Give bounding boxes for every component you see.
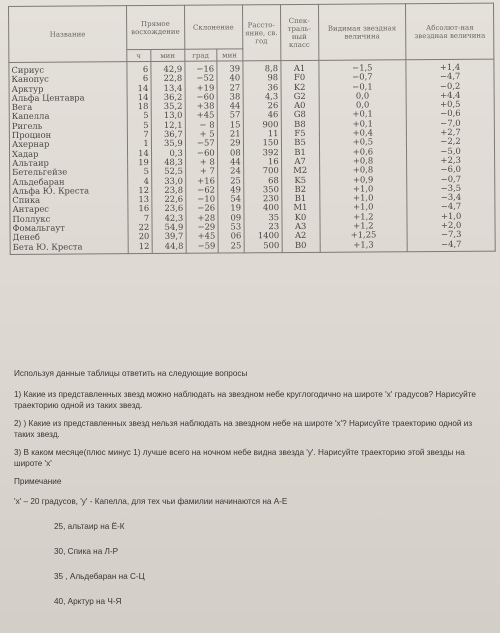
cell-absolute-magnitude: +1,0 bbox=[407, 211, 495, 221]
cell-distance: 400 bbox=[244, 204, 282, 214]
cell-visual-magnitude: 0,0 bbox=[319, 100, 407, 110]
cell-star-name: Арктур bbox=[9, 84, 127, 94]
cell-dec-minutes: 06 bbox=[218, 232, 244, 241]
cell-ra-hours: 7 bbox=[128, 214, 152, 223]
cell-dec-degrees: +45 bbox=[185, 111, 217, 121]
cell-dec-minutes: 29 bbox=[217, 139, 243, 148]
cell-absolute-magnitude: −4,7 bbox=[407, 202, 495, 212]
cell-dec-minutes: 27 bbox=[217, 83, 243, 92]
cell-ra-hours: 16 bbox=[128, 204, 152, 213]
cell-dec-degrees: −60 bbox=[185, 148, 217, 158]
cell-visual-magnitude: 0,0 bbox=[319, 91, 407, 101]
cell-ra-hours: 20 bbox=[128, 232, 152, 241]
cell-distance: 230 bbox=[243, 194, 281, 204]
cell-ra-minutes: 22,8 bbox=[151, 74, 185, 84]
cell-absolute-magnitude: +0,5 bbox=[406, 100, 494, 110]
cell-spectral-class: A7 bbox=[281, 157, 319, 167]
header-ra-minutes: мин bbox=[151, 49, 185, 61]
star-table-body bbox=[9, 59, 495, 254]
cell-ra-hours: 13 bbox=[128, 195, 152, 204]
cell-ra-minutes: 42,3 bbox=[152, 214, 186, 224]
cell-ra-hours: 19 bbox=[127, 158, 151, 167]
cell-dec-minutes: 19 bbox=[218, 204, 244, 213]
cell-ra-minutes: 35,9 bbox=[151, 139, 185, 149]
cell-dec-degrees: − 8 bbox=[185, 120, 217, 130]
cell-spectral-class: B1 bbox=[281, 194, 319, 204]
cell-visual-magnitude: +1,0 bbox=[319, 193, 407, 203]
cell-spectral-class: K5 bbox=[281, 175, 319, 185]
cell-distance: 4,3 bbox=[243, 92, 281, 102]
cell-dec-minutes: 38 bbox=[217, 92, 243, 101]
cell-visual-magnitude: +1,0 bbox=[319, 184, 407, 194]
cell-dec-degrees: +19 bbox=[185, 83, 217, 93]
cell-ra-minutes: 13,0 bbox=[151, 111, 185, 121]
cell-dec-degrees: + 7 bbox=[185, 167, 217, 177]
cell-ra-hours: 12 bbox=[128, 186, 152, 195]
cell-spectral-class: K2 bbox=[281, 82, 319, 92]
cell-absolute-magnitude: −3,4 bbox=[407, 193, 495, 203]
cell-spectral-class: A0 bbox=[281, 101, 319, 111]
cell-absolute-magnitude: −5,0 bbox=[407, 146, 495, 156]
cell-spectral-class: G2 bbox=[281, 92, 319, 102]
cell-spectral-class: B1 bbox=[281, 148, 319, 158]
cell-star-name: Фомальгаут bbox=[10, 223, 128, 233]
star-table bbox=[8, 3, 496, 255]
header-right-ascension: Прямое восхождение bbox=[126, 5, 184, 49]
header-declination: Склонение bbox=[184, 5, 242, 49]
cell-ra-minutes: 33,0 bbox=[151, 176, 185, 186]
cell-visual-magnitude: −0,7 bbox=[319, 73, 407, 83]
header-spectral-class: Спек-траль-ный класс bbox=[280, 4, 318, 60]
cell-distance: 900 bbox=[243, 120, 281, 130]
cell-visual-magnitude: +1,2 bbox=[320, 221, 408, 231]
cell-spectral-class: K0 bbox=[282, 213, 320, 223]
cell-visual-magnitude: −0,1 bbox=[319, 82, 407, 92]
cell-dec-minutes: 24 bbox=[217, 167, 243, 176]
cell-dec-minutes: 09 bbox=[218, 213, 244, 222]
cell-ra-minutes: 39,7 bbox=[152, 232, 186, 242]
header-dec-minutes: мин bbox=[216, 49, 242, 61]
cell-spectral-class: A2 bbox=[282, 231, 320, 241]
cell-dec-degrees: + 5 bbox=[185, 130, 217, 140]
cell-star-name: Капелла bbox=[9, 112, 127, 122]
cell-absolute-magnitude: −4,7 bbox=[407, 239, 495, 251]
assignment-2: 30, Спика на Л-Р bbox=[54, 547, 119, 556]
cell-ra-hours: 6 bbox=[127, 62, 151, 75]
cell-dec-degrees: +28 bbox=[186, 213, 218, 223]
star-table-container bbox=[8, 3, 498, 341]
note-line: 'x' – 20 градусов, 'y' - Капелла, для тех чьи фамилии начинаются на А-Е bbox=[14, 497, 288, 506]
cell-dec-degrees: +38 bbox=[185, 102, 217, 112]
cell-visual-magnitude: +0,6 bbox=[319, 147, 407, 157]
cell-dec-degrees: −52 bbox=[185, 74, 217, 84]
cell-dec-degrees: +45 bbox=[186, 232, 218, 242]
cell-ra-hours: 6 bbox=[127, 74, 151, 83]
question-3: 3) В каком месяце(плюс минус 1) лучше всего на ночном небе видна звезда 'y'. Нарисуйте траекторию этой звезды на широте 'x' bbox=[14, 448, 465, 468]
cell-absolute-magnitude: −2,2 bbox=[407, 137, 495, 147]
cell-distance: 35 bbox=[244, 213, 282, 223]
cell-star-name: Бета Ю. Креста bbox=[10, 242, 128, 255]
assignment-1: 25, альтаир на Ё-К bbox=[54, 522, 125, 531]
cell-visual-magnitude: +0,1 bbox=[319, 119, 407, 129]
cell-absolute-magnitude: +1,4 bbox=[406, 59, 494, 72]
cell-ra-minutes: 36,2 bbox=[151, 93, 185, 103]
cell-star-name: Бетельгейзе bbox=[10, 167, 128, 177]
cell-star-name: Денеб bbox=[10, 233, 128, 243]
cell-visual-magnitude: −1,5 bbox=[318, 60, 406, 73]
cell-ra-hours: 14 bbox=[127, 149, 151, 158]
cell-visual-magnitude: +1,0 bbox=[319, 203, 407, 213]
header-absolute-magnitude: Абсолют-ная звездная величина bbox=[406, 3, 494, 60]
cell-distance: 98 bbox=[243, 73, 281, 83]
cell-absolute-magnitude: +4,4 bbox=[406, 90, 494, 100]
header-ra-hours: ч bbox=[127, 50, 151, 62]
cell-dec-degrees: −59 bbox=[186, 241, 218, 253]
cell-spectral-class: F5 bbox=[281, 129, 319, 139]
cell-dec-degrees: −60 bbox=[185, 92, 217, 102]
cell-star-name: Ригель bbox=[9, 121, 127, 131]
cell-dec-degrees: −10 bbox=[186, 195, 218, 205]
cell-ra-minutes: 0,3 bbox=[151, 148, 185, 158]
note-title: Примечание bbox=[14, 477, 62, 486]
cell-dec-minutes: 40 bbox=[217, 74, 243, 83]
cell-ra-hours: 4 bbox=[127, 177, 151, 186]
cell-absolute-magnitude: −0,6 bbox=[406, 109, 494, 119]
cell-dec-minutes: 54 bbox=[218, 195, 244, 204]
cell-dec-degrees: −16 bbox=[185, 61, 217, 74]
cell-ra-hours: 5 bbox=[127, 167, 151, 176]
cell-dec-minutes: 39 bbox=[217, 61, 243, 74]
cell-absolute-magnitude: +2,3 bbox=[407, 156, 495, 166]
cell-visual-magnitude: +0,9 bbox=[319, 175, 407, 185]
cell-absolute-magnitude: +2,7 bbox=[407, 128, 495, 138]
cell-absolute-magnitude: −7,0 bbox=[407, 118, 495, 128]
cell-visual-magnitude: +0,5 bbox=[319, 138, 407, 148]
cell-star-name: Канопус bbox=[9, 74, 127, 84]
cell-ra-hours: 14 bbox=[127, 93, 151, 102]
question-1: 1) Какие из представленных звезд можно наблюдать на звездном небе круглогодично на широте 'x' градусов? Нарисуйте траекторию одной из таких звезд. bbox=[14, 390, 476, 410]
cell-distance: 11 bbox=[243, 129, 281, 139]
header-visual-magnitude: Видимая звездная величина bbox=[318, 4, 406, 61]
cell-distance: 500 bbox=[244, 241, 282, 253]
cell-ra-hours: 14 bbox=[127, 84, 151, 93]
cell-spectral-class: A1 bbox=[280, 60, 318, 73]
cell-spectral-class: M2 bbox=[281, 166, 319, 176]
cell-spectral-class: M1 bbox=[281, 203, 319, 213]
cell-visual-magnitude: +0,8 bbox=[319, 156, 407, 166]
cell-distance: 46 bbox=[243, 111, 281, 121]
header-distance: Рассто-яние, св. год bbox=[242, 5, 280, 61]
cell-absolute-magnitude: −0,2 bbox=[406, 81, 494, 91]
cell-spectral-class: B8 bbox=[281, 120, 319, 130]
assignment-4: 40, Арктур на Ч-Я bbox=[54, 597, 122, 606]
cell-dec-minutes: 53 bbox=[218, 222, 244, 231]
cell-ra-minutes: 23,8 bbox=[152, 186, 186, 196]
cell-visual-magnitude: +0,4 bbox=[319, 128, 407, 138]
cell-dec-minutes: 49 bbox=[217, 185, 243, 194]
cell-distance: 700 bbox=[243, 166, 281, 176]
cell-ra-hours: 5 bbox=[127, 111, 151, 120]
header-dec-degrees: град bbox=[185, 49, 217, 61]
question-2: 2) ) Какие из представленных звезд нельзя наблюдать на звездном небе на широте 'x'? Нарисуйте траекторию одной из таких звезд. bbox=[14, 419, 473, 439]
cell-ra-hours: 7 bbox=[127, 130, 151, 139]
cell-dec-minutes: 25 bbox=[218, 241, 244, 253]
cell-ra-minutes: 23,6 bbox=[152, 204, 186, 214]
cell-ra-minutes: 44,8 bbox=[152, 241, 186, 253]
cell-dec-degrees: −57 bbox=[185, 139, 217, 149]
cell-ra-minutes: 48,3 bbox=[151, 158, 185, 168]
cell-star-name: Процион bbox=[9, 130, 127, 140]
cell-dec-minutes: 08 bbox=[217, 148, 243, 157]
cell-star-name: Спика bbox=[10, 195, 128, 205]
table-row bbox=[10, 239, 495, 254]
cell-distance: 8,8 bbox=[243, 61, 281, 74]
cell-visual-magnitude: +1,3 bbox=[320, 240, 408, 252]
cell-spectral-class: B2 bbox=[281, 185, 319, 195]
cell-visual-magnitude: +0,1 bbox=[319, 110, 407, 120]
cell-star-name: Вега bbox=[9, 102, 127, 112]
cell-ra-hours: 12 bbox=[128, 242, 152, 254]
cell-absolute-magnitude: −6,0 bbox=[407, 165, 495, 175]
cell-ra-minutes: 36,7 bbox=[151, 130, 185, 140]
cell-ra-hours: 5 bbox=[127, 121, 151, 130]
cell-visual-magnitude: +1,25 bbox=[320, 231, 408, 241]
header-name: Название bbox=[9, 6, 127, 63]
cell-spectral-class: B5 bbox=[281, 138, 319, 148]
cell-distance: 150 bbox=[243, 138, 281, 148]
cell-ra-minutes: 22,6 bbox=[152, 195, 186, 205]
assignment-3: 35 , Альдебаран на С-Ц bbox=[54, 572, 145, 581]
cell-star-name: Альфа Ю. Креста bbox=[10, 186, 128, 196]
cell-absolute-magnitude: −0,7 bbox=[407, 174, 495, 184]
task-intro: Используя данные таблицы ответить на следующие вопросы bbox=[14, 369, 248, 378]
cell-ra-minutes: 13,4 bbox=[151, 83, 185, 93]
cell-dec-degrees: + 8 bbox=[185, 158, 217, 168]
cell-dec-minutes: 57 bbox=[217, 111, 243, 120]
cell-ra-minutes: 12,1 bbox=[151, 121, 185, 131]
cell-distance: 16 bbox=[243, 157, 281, 167]
cell-star-name: Хадар bbox=[10, 149, 128, 159]
cell-spectral-class: A3 bbox=[282, 222, 320, 232]
cell-dec-minutes: 44 bbox=[217, 157, 243, 166]
task-text bbox=[14, 368, 492, 621]
cell-distance: 36 bbox=[243, 83, 281, 93]
cell-star-name: Поллукс bbox=[10, 214, 128, 224]
cell-spectral-class: F0 bbox=[281, 73, 319, 83]
cell-star-name: Альдебаран bbox=[10, 177, 128, 187]
cell-distance: 68 bbox=[243, 176, 281, 186]
cell-ra-hours: 1 bbox=[127, 139, 151, 148]
cell-absolute-magnitude: −3,5 bbox=[407, 183, 495, 193]
cell-star-name: Сириус bbox=[9, 62, 127, 76]
cell-star-name: Альфа Центавра bbox=[9, 93, 127, 103]
cell-dec-degrees: −26 bbox=[186, 204, 218, 214]
cell-dec-degrees: +16 bbox=[185, 176, 217, 186]
cell-absolute-magnitude: −7,3 bbox=[407, 230, 495, 240]
cell-distance: 1400 bbox=[244, 231, 282, 241]
cell-dec-minutes: 25 bbox=[217, 176, 243, 185]
cell-visual-magnitude: +1,2 bbox=[319, 212, 407, 222]
cell-dec-minutes: 21 bbox=[217, 129, 243, 138]
cell-spectral-class: B0 bbox=[282, 240, 320, 252]
cell-ra-minutes: 42,9 bbox=[151, 61, 185, 74]
cell-distance: 350 bbox=[243, 185, 281, 195]
cell-visual-magnitude: +0,8 bbox=[319, 165, 407, 175]
cell-absolute-magnitude: +2,0 bbox=[407, 221, 495, 231]
cell-ra-minutes: 54,9 bbox=[152, 223, 186, 233]
cell-distance: 392 bbox=[243, 148, 281, 158]
cell-distance: 26 bbox=[243, 101, 281, 111]
cell-dec-minutes: 15 bbox=[217, 120, 243, 129]
cell-absolute-magnitude: −4,7 bbox=[406, 72, 494, 82]
cell-dec-degrees: −62 bbox=[185, 185, 217, 195]
cell-ra-hours: 18 bbox=[127, 102, 151, 111]
cell-dec-minutes: 44 bbox=[217, 102, 243, 111]
cell-ra-minutes: 52,5 bbox=[151, 167, 185, 177]
cell-star-name: Антарес bbox=[10, 205, 128, 215]
cell-ra-minutes: 35,2 bbox=[151, 102, 185, 112]
cell-star-name: Альтаир bbox=[10, 158, 128, 168]
cell-dec-degrees: −29 bbox=[186, 223, 218, 233]
cell-distance: 23 bbox=[244, 222, 282, 232]
cell-star-name: Ахернар bbox=[9, 140, 127, 150]
cell-ra-hours: 22 bbox=[128, 223, 152, 232]
cell-spectral-class: G8 bbox=[281, 110, 319, 120]
